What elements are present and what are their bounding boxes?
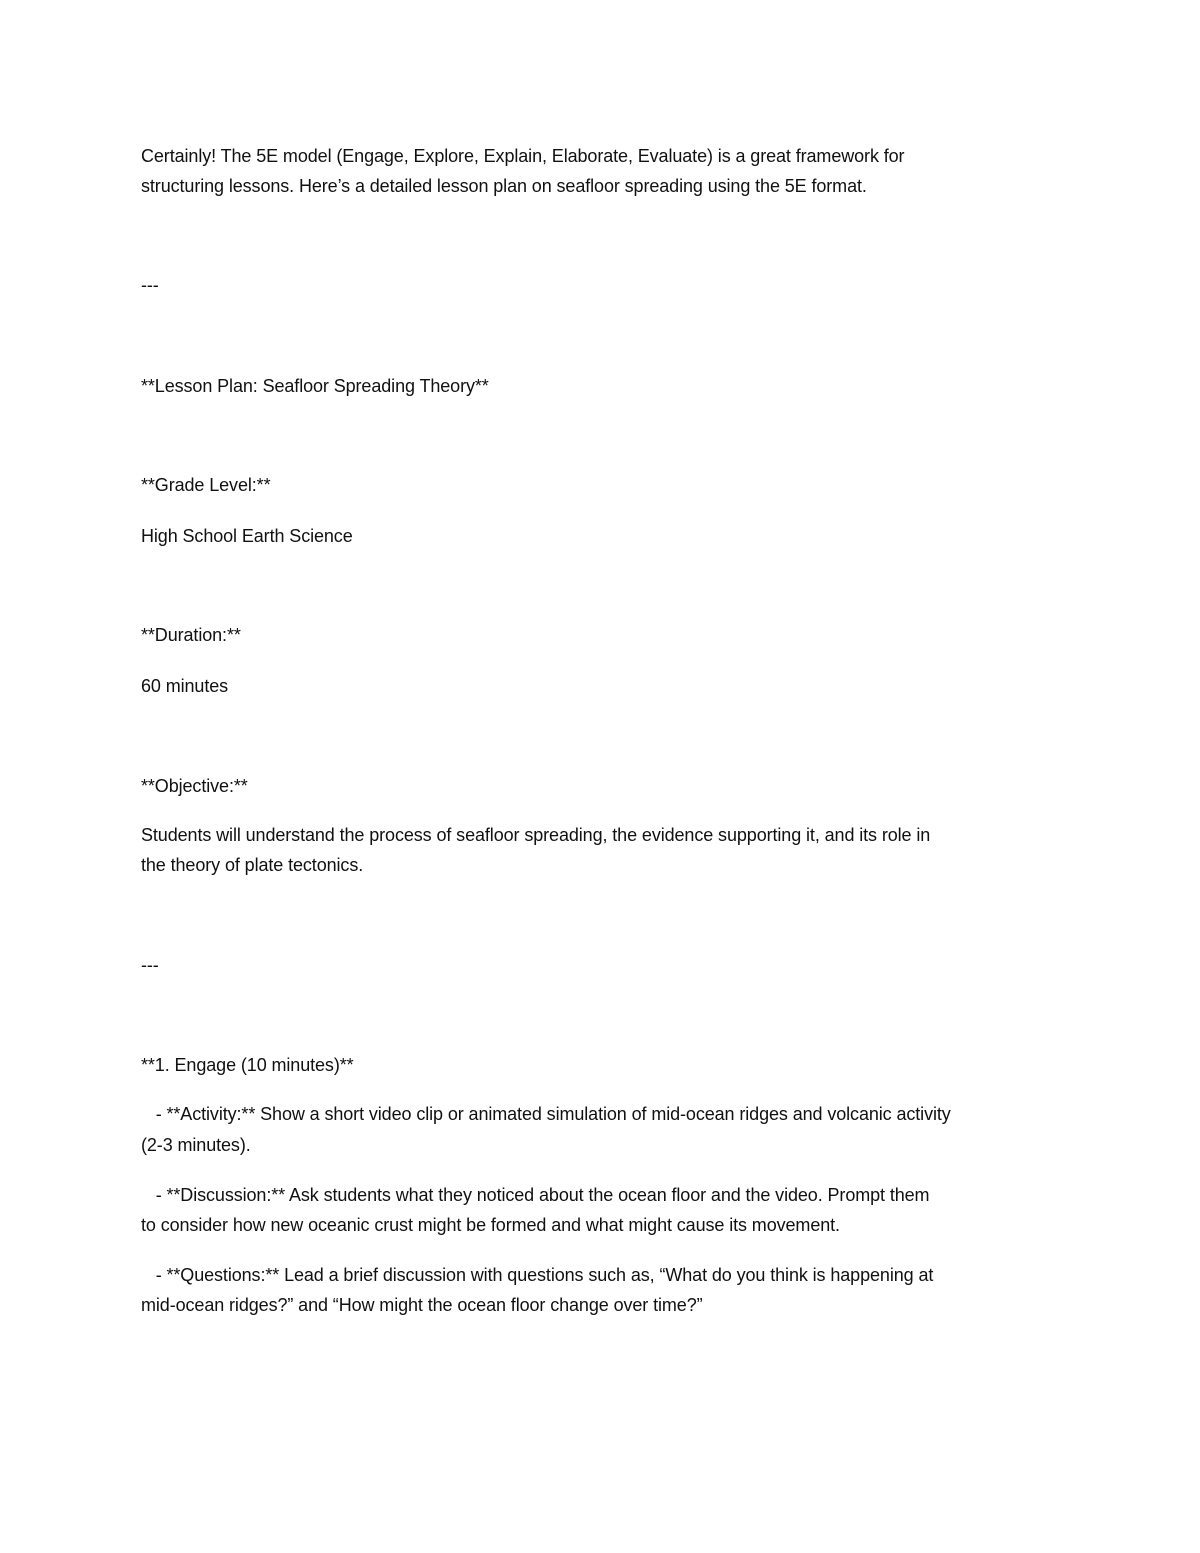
grade-label: **Grade Level:** bbox=[141, 475, 271, 495]
separator-1: --- bbox=[141, 275, 159, 295]
questions-bullet-line-1: - **Questions:** Lead a brief discussion with questions such as, “What do you think is happening at bbox=[141, 1265, 934, 1285]
discussion-bullet-line-1: - **Discussion:** Ask students what they noticed about the ocean floor and the video. Prompt them bbox=[141, 1185, 930, 1205]
intro-line-1: Certainly! The 5E model (Engage, Explore, Explain, Elaborate, Evaluate) is a great framework for bbox=[141, 146, 905, 166]
objective-line-1: Students will understand the process of seafloor spreading, the evidence supporting it, and its role in bbox=[141, 825, 931, 845]
objective-label: **Objective:** bbox=[141, 776, 248, 796]
duration-value: 60 minutes bbox=[141, 676, 229, 696]
objective-line-2: the theory of plate tectonics. bbox=[141, 855, 364, 875]
discussion-bullet-line-2: to consider how new oceanic crust might be formed and what might cause its movement. bbox=[141, 1215, 840, 1235]
questions-bullet-line-2: mid-ocean ridges?” and “How might the ocean floor change over time?” bbox=[141, 1295, 703, 1315]
lesson-title: **Lesson Plan: Seafloor Spreading Theory** bbox=[141, 376, 489, 396]
engage-heading: **1. Engage (10 minutes)** bbox=[141, 1055, 354, 1075]
activity-bullet-line-2: (2-3 minutes). bbox=[141, 1135, 251, 1155]
duration-label: **Duration:** bbox=[141, 625, 241, 645]
activity-bullet-line-1: - **Activity:** Show a short video clip or animated simulation of mid-ocean ridges and volcanic activity bbox=[141, 1104, 951, 1124]
separator-2: --- bbox=[141, 955, 159, 975]
intro-line-2: structuring lessons. Here’s a detailed lesson plan on seafloor spreading using the 5E format. bbox=[141, 176, 867, 196]
grade-value: High School Earth Science bbox=[141, 526, 353, 546]
